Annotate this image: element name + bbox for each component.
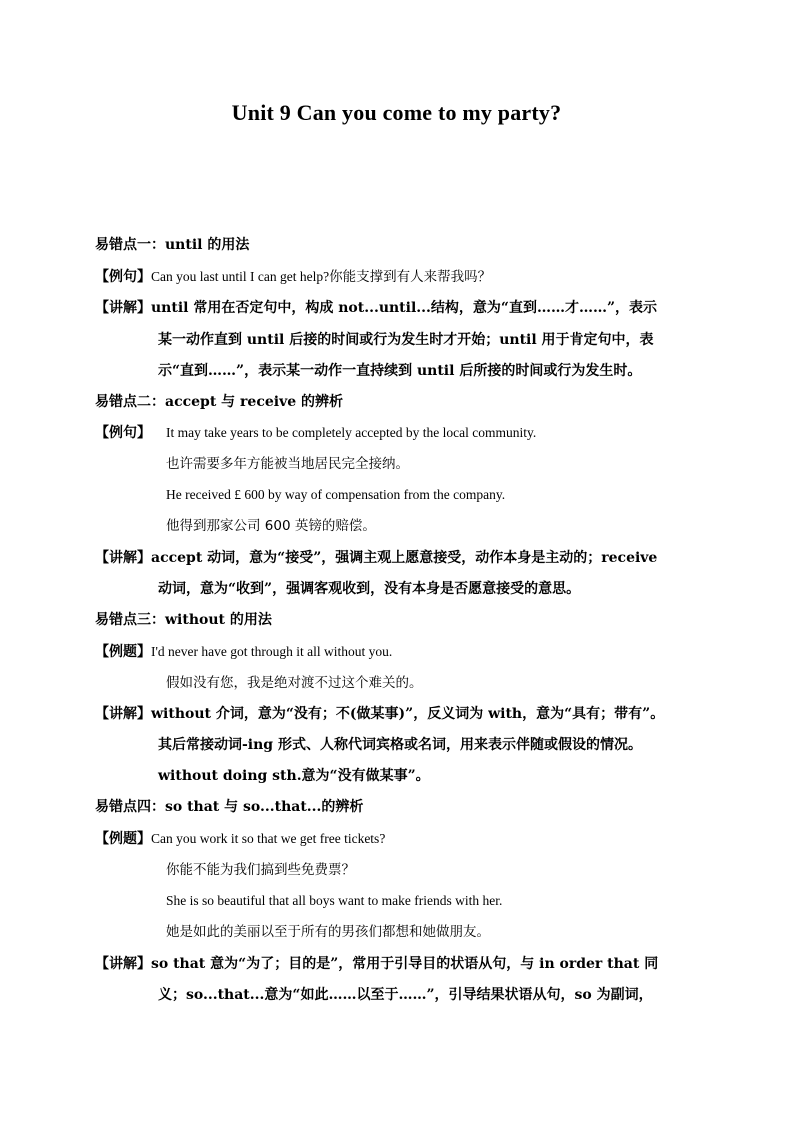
explain-text: accept 动词，意为“接受”，强调主观上愿意接受，动作本身是主动的；receive bbox=[151, 550, 658, 566]
example-tag: 【例句】 bbox=[95, 425, 151, 441]
example-translation: 他得到那家公司 600 英镑的赔偿。 bbox=[166, 518, 376, 534]
explain-text: 示“直到……”，表示某一动作一直持续到 until 后所接的时间或行为发生时。 bbox=[158, 363, 642, 379]
example-line bbox=[95, 266, 491, 288]
explain-text: without doing sth.意为“没有做某事”。 bbox=[158, 768, 430, 784]
example-text: Can you work it so that we get free tickets? bbox=[151, 831, 386, 846]
explain-text: 其后常接动词-ing 形式、人称代词宾格或名词，用来表示伴随或假设的情况。 bbox=[158, 737, 642, 753]
section-heading: 易错点四：so that 与 so...that...的辨析 bbox=[95, 799, 364, 815]
example-translation: 也许需要多年方能被当地居民完全接纳。 bbox=[166, 456, 409, 472]
explain-line bbox=[95, 703, 664, 725]
example-translation: 你能不能为我们搞到些免费票？ bbox=[166, 862, 355, 878]
example-text: It may take years to be completely accepted by the local community. bbox=[166, 425, 537, 440]
explain-tag: 【讲解】 bbox=[95, 956, 151, 972]
example-line bbox=[95, 422, 151, 444]
explain-text: so that 意为“为了；目的是”，常用于引导目的状语从句，与 in order that 同 bbox=[151, 956, 659, 972]
explain-tag: 【讲解】 bbox=[95, 300, 151, 316]
explain-line bbox=[95, 547, 657, 569]
example-text: He received £ 600 by way of compensation from the company. bbox=[166, 487, 506, 502]
explain-text: 动词，意为“收到”，强调客观收到，没有本身是否愿意接受的意思。 bbox=[158, 581, 581, 597]
explain-text: without 介词，意为“没有；不(做某事)”，反义词为 with，意为“具有；带有”。 bbox=[151, 706, 665, 722]
example-tag: 【例题】 bbox=[95, 644, 151, 660]
example-translation: 假如没有您，我是绝对渡不过这个难关的。 bbox=[166, 675, 423, 691]
page-title: Unit 9 Can you come to my party? bbox=[231, 100, 562, 125]
example-tag: 【例句】 bbox=[95, 269, 151, 285]
section-heading: 易错点二：accept 与 receive 的辨析 bbox=[95, 394, 343, 410]
explain-text: 义；so...that...意为“如此……以至于……”，引导结果状语从句，so 为副词， bbox=[158, 987, 653, 1003]
example-line bbox=[95, 828, 385, 850]
section-heading: 易错点三：without 的用法 bbox=[95, 612, 272, 628]
example-line bbox=[95, 641, 392, 663]
explain-tag: 【讲解】 bbox=[95, 706, 151, 722]
explain-line bbox=[95, 953, 658, 975]
section-heading: 易错点一：until 的用法 bbox=[95, 237, 250, 253]
example-translation: 她是如此的美丽以至于所有的男孩们都想和她做朋友。 bbox=[166, 924, 490, 940]
explain-line bbox=[95, 297, 657, 319]
example-text: I'd never have got through it all without you. bbox=[151, 644, 393, 659]
explain-tag: 【讲解】 bbox=[95, 550, 151, 566]
example-text: Can you last until I can get help?你能支撑到有人来帮我吗？ bbox=[151, 269, 492, 284]
example-tag: 【例题】 bbox=[95, 831, 151, 847]
example-text: She is so beautiful that all boys want to make friends with her. bbox=[166, 893, 503, 908]
explain-text: 某一动作直到 until 后接的时间或行为发生时才开始；until 用于肯定句中，表 bbox=[158, 332, 654, 348]
explain-text: until 常用在否定句中，构成 not...until...结构，意为“直到……才……”，表示 bbox=[151, 300, 658, 316]
